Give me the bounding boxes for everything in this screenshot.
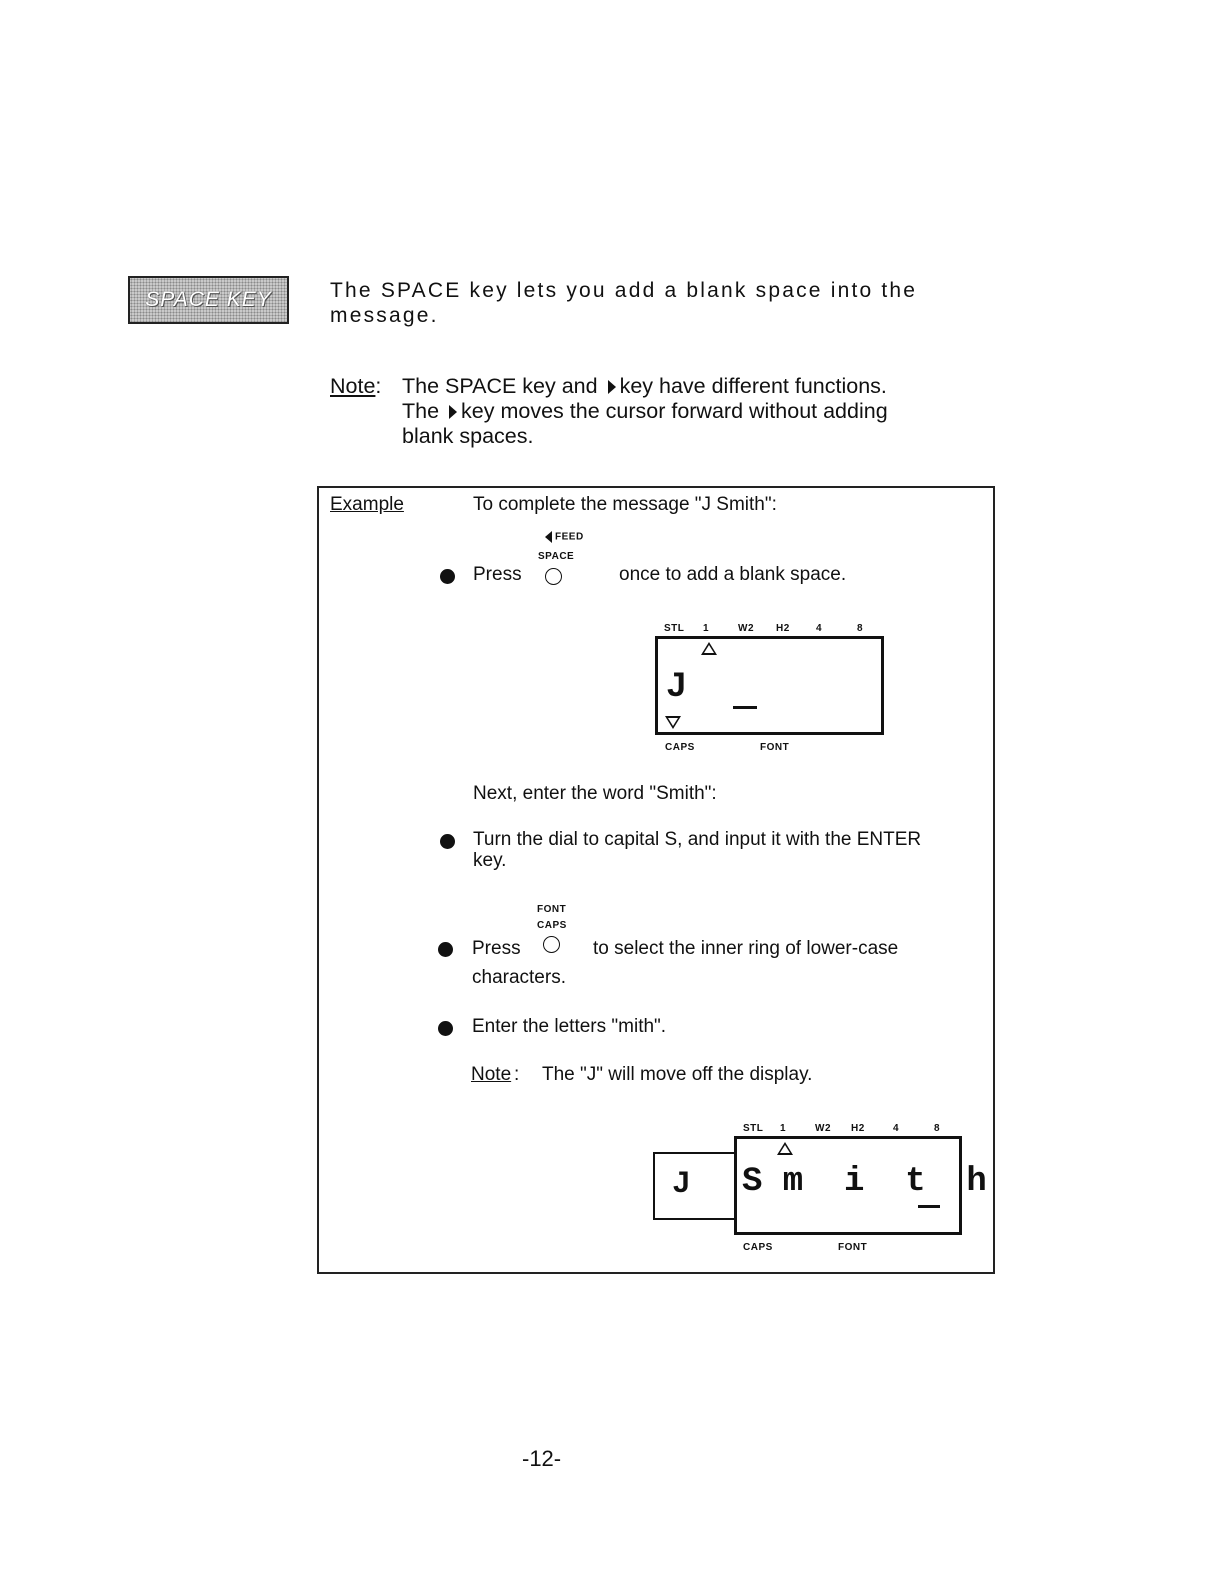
step4-text: Enter the letters "mith".: [472, 1016, 667, 1037]
left-arrow-icon: [545, 531, 552, 543]
note-label: Note: [330, 374, 376, 398]
example-intro: To complete the message "J Smith":: [473, 494, 777, 515]
right-arrow-icon: [608, 380, 616, 394]
indicator-stl: STL: [664, 623, 685, 634]
font-key-label: FONT: [537, 904, 567, 915]
page-number: -12-: [522, 1446, 562, 1471]
triangle-down-icon: [665, 716, 681, 729]
bullet-icon: [440, 834, 455, 849]
step1-text: once to add a blank space.: [619, 564, 847, 585]
font-label: FONT: [838, 1242, 868, 1253]
right-arrow-icon: [449, 405, 457, 419]
caps-key-label: CAPS: [537, 920, 567, 931]
indicator-stl: STL: [743, 1123, 764, 1134]
bullet-icon: [440, 569, 455, 584]
example-label: Example: [330, 494, 404, 515]
caps-label: CAPS: [743, 1242, 773, 1253]
indicator-h2: H2: [851, 1123, 865, 1134]
step3-press: Press: [472, 938, 521, 959]
space-key-label: SPACE: [538, 551, 575, 562]
step1-press: Press: [473, 564, 522, 585]
section-tag: [128, 276, 289, 324]
indicator-w2: W2: [815, 1123, 831, 1134]
indicator-4: 4: [816, 623, 823, 634]
font-label: FONT: [760, 742, 790, 753]
lcd-cursor: [918, 1205, 940, 1208]
indicator-1: 1: [780, 1123, 787, 1134]
note-line1-b: key have different functions.: [619, 374, 887, 398]
triangle-up-icon: [777, 1142, 793, 1155]
font-caps-key-icon: [543, 936, 560, 953]
note2-text: The "J" will move off the display.: [542, 1064, 813, 1085]
indicator-8: 8: [857, 623, 864, 634]
bullet-icon: [438, 1021, 453, 1036]
note-line2-b: key moves the cursor forward without adding: [461, 399, 888, 423]
step3-text: to select the inner ring of lower-case: [593, 938, 899, 959]
indicator-h2: H2: [776, 623, 790, 634]
next-text: Next, enter the word "Smith":: [473, 783, 717, 804]
bullet-icon: [438, 942, 453, 957]
note-line2-a: The: [402, 399, 440, 423]
step3-text2: characters.: [472, 967, 566, 988]
note-line3: blank spaces.: [402, 424, 534, 448]
triangle-up-icon: [701, 642, 717, 655]
intro-paragraph: The SPACE key lets you add a blank space into the message.: [330, 279, 918, 327]
step2-text: Turn the dial to capital S, and input it with the ENTER key.: [473, 829, 922, 871]
note-block: Note: The SPACE key and key have different functions. The key moves the cursor forward without adding blank spaces.: [330, 374, 1000, 399]
indicator-4: 4: [893, 1123, 900, 1134]
feed-key-top-label: FEED: [545, 531, 584, 543]
note-line1-a: The SPACE key and: [402, 374, 598, 398]
space-key-icon: [545, 568, 562, 585]
section-tag-label: SPACE KEY: [145, 288, 272, 311]
indicator-1: 1: [703, 623, 710, 634]
offscreen-char: J: [673, 1166, 690, 1199]
note-body: [402, 374, 1002, 449]
indicator-w2: W2: [738, 623, 754, 634]
caps-label: CAPS: [665, 742, 695, 753]
lcd-display-1: [655, 636, 884, 735]
lcd-char: J: [667, 666, 686, 704]
lcd-cursor: [733, 706, 757, 709]
offscreen-char-box: [653, 1152, 737, 1220]
note2-label: Note: [471, 1064, 512, 1085]
indicator-8: 8: [934, 1123, 941, 1134]
lcd-text: S m i t h: [742, 1163, 987, 1201]
